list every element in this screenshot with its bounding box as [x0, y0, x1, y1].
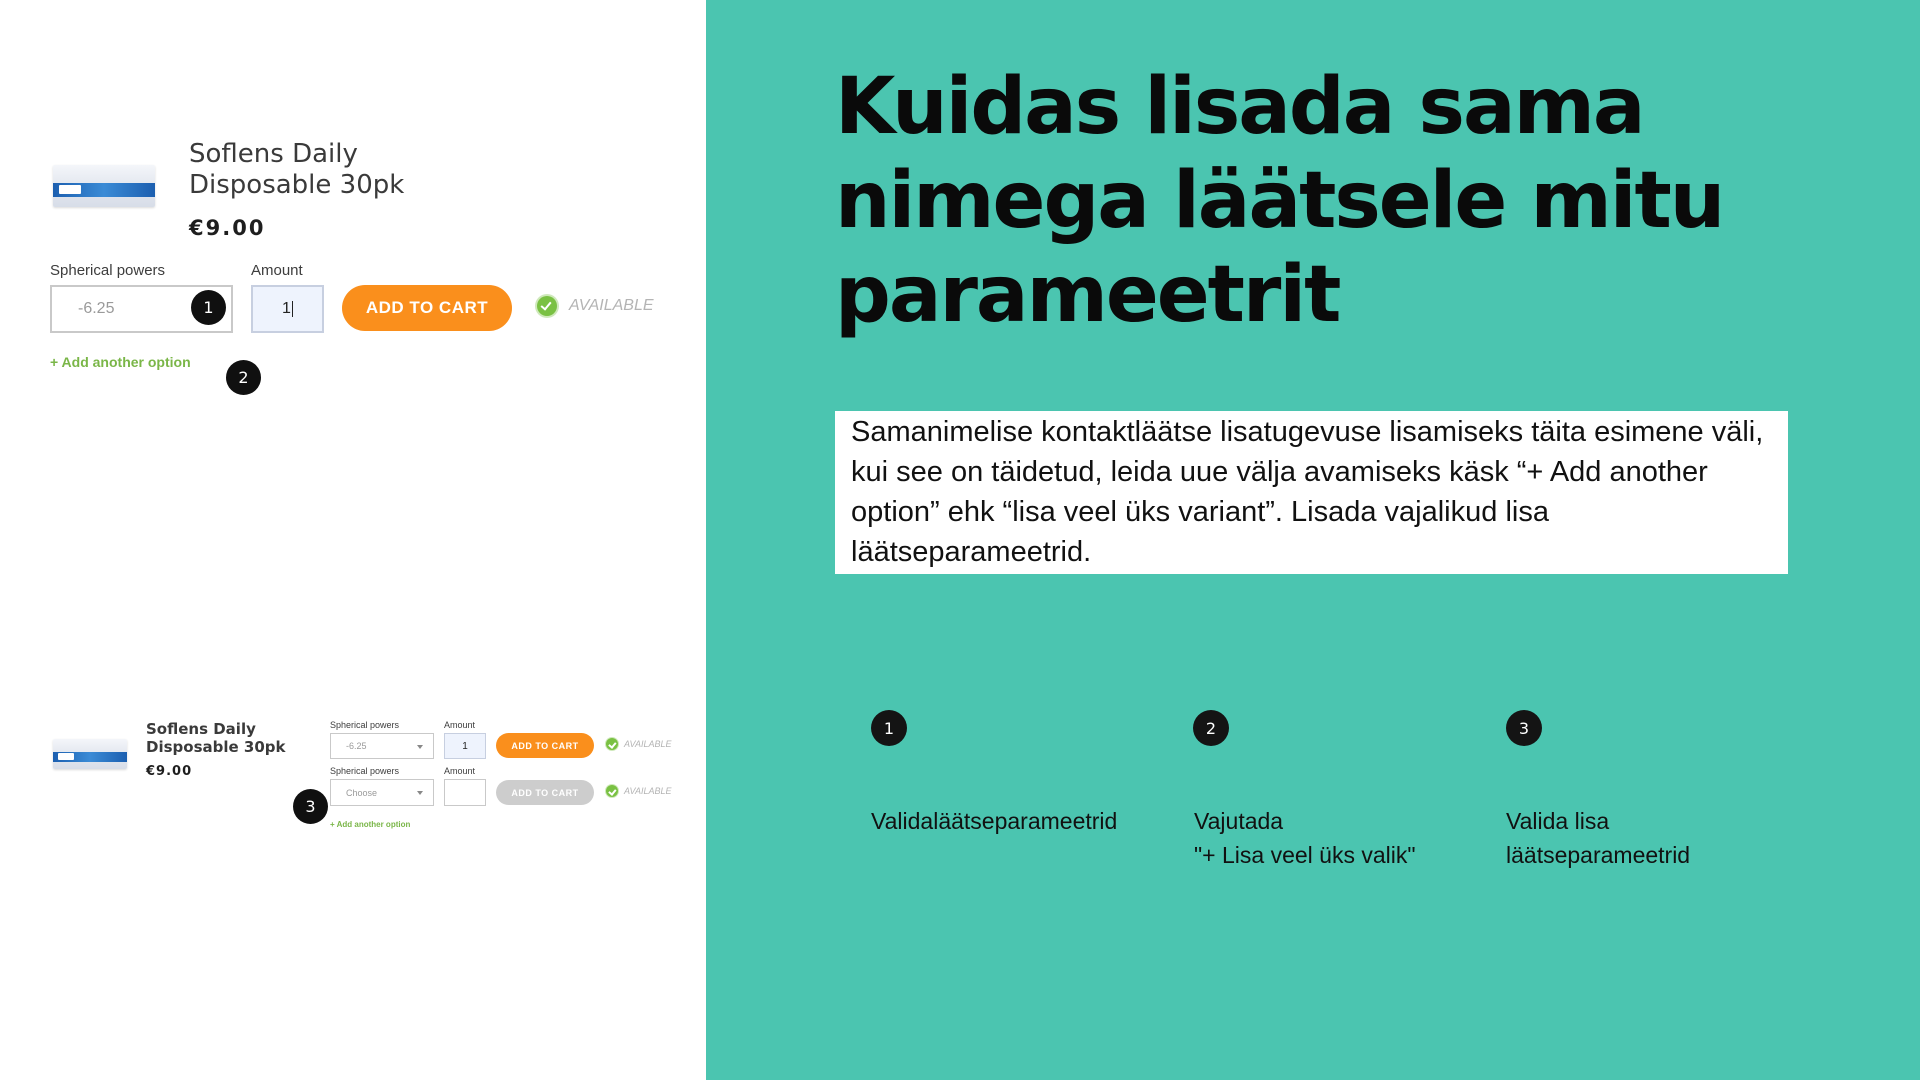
amount-value-row1: 1: [462, 740, 468, 752]
check-icon: [606, 738, 618, 750]
product-title-line1: Soflens Daily: [189, 139, 358, 169]
add-to-cart-button-row2[interactable]: ADD TO CART: [496, 780, 594, 805]
step-text-2-line2: "+ Lisa veel üks valik": [1194, 842, 1416, 868]
spherical-powers-value-row2: Choose: [346, 787, 378, 798]
step-text-2-line1: Vajutada: [1194, 808, 1284, 834]
amount-label-row1: Amount: [444, 720, 476, 730]
step-marker-2: 2: [226, 360, 261, 395]
availability-text-row2: AVAILABLE: [624, 786, 672, 796]
spherical-powers-label-row1: Spherical powers: [330, 720, 400, 730]
availability-text: AVAILABLE: [569, 297, 654, 314]
product-title-small-line2: Disposable 30pk: [146, 738, 286, 756]
step-text-1-line1: Validaläätseparameetrid: [871, 808, 1118, 834]
step-marker-3: 3: [293, 789, 328, 824]
availability-text-row1: AVAILABLE: [624, 739, 672, 749]
spherical-powers-select-row2[interactable]: [330, 779, 434, 806]
product-price-small: €9.00: [146, 764, 193, 779]
availability-status-row1: [606, 738, 672, 750]
description-text: Samanimelise kontaktläätse lisatugevuse lisamiseks täita esimene väli, kui see on täidetud, leida uue välja avamiseks käsk “+ Add another option” ehk “lisa veel üks variant”. Lisada vajalikud lisa läätseparameetrid.: [851, 416, 1764, 568]
amount-label-row2: Amount: [444, 766, 476, 776]
description-box: [835, 411, 1788, 574]
check-icon: [606, 785, 618, 797]
product-price: €9.00: [189, 216, 266, 240]
product-image: [53, 165, 155, 207]
product-title[interactable]: [189, 139, 404, 201]
check-icon: [537, 296, 557, 316]
amount-input-row1[interactable]: [444, 733, 486, 759]
product-image-small: [53, 739, 127, 769]
spherical-powers-value-row1: -6.25: [346, 741, 367, 751]
step-text-2: [1194, 804, 1454, 872]
text-cursor: [292, 301, 293, 317]
add-to-cart-button-row1[interactable]: ADD TO CART: [496, 733, 594, 758]
step-number-2: 2: [1193, 710, 1229, 746]
spherical-powers-select-row1[interactable]: [330, 733, 434, 759]
chevron-down-icon: [417, 791, 423, 795]
add-another-option-link-small[interactable]: + Add another option: [330, 820, 411, 829]
step-number-1: 1: [871, 710, 907, 746]
chevron-down-icon: [417, 745, 423, 749]
spherical-powers-label: Spherical powers: [50, 262, 166, 279]
amount-input[interactable]: [251, 285, 324, 333]
product-title-small-line1: Soflens Daily: [146, 720, 256, 738]
amount-input-row2[interactable]: [444, 779, 486, 806]
step-text-3: [1506, 804, 1766, 872]
step-marker-1: 1: [191, 290, 226, 325]
step-text-3-line1: Valida lisa: [1506, 808, 1610, 834]
amount-label: Amount: [251, 262, 303, 279]
step-number-3: 3: [1506, 710, 1542, 746]
step-text-3-line2: läätseparameetrid: [1506, 842, 1691, 868]
amount-value: 1: [282, 300, 291, 317]
availability-status-row2: [606, 785, 672, 797]
product-title-line2: Disposable 30pk: [189, 170, 405, 201]
product-title-small[interactable]: [146, 720, 285, 756]
spherical-powers-value: -6.25: [78, 300, 115, 317]
spherical-powers-label-row2: Spherical powers: [330, 766, 400, 776]
add-to-cart-button[interactable]: ADD TO CART: [342, 285, 512, 331]
page-title: Kuidas lisada sama nimega läätsele mitu parameetrit: [835, 62, 1724, 340]
add-another-option-link[interactable]: + Add another option: [50, 354, 191, 370]
step-text-1: [871, 804, 1131, 838]
availability-status: [537, 296, 654, 316]
